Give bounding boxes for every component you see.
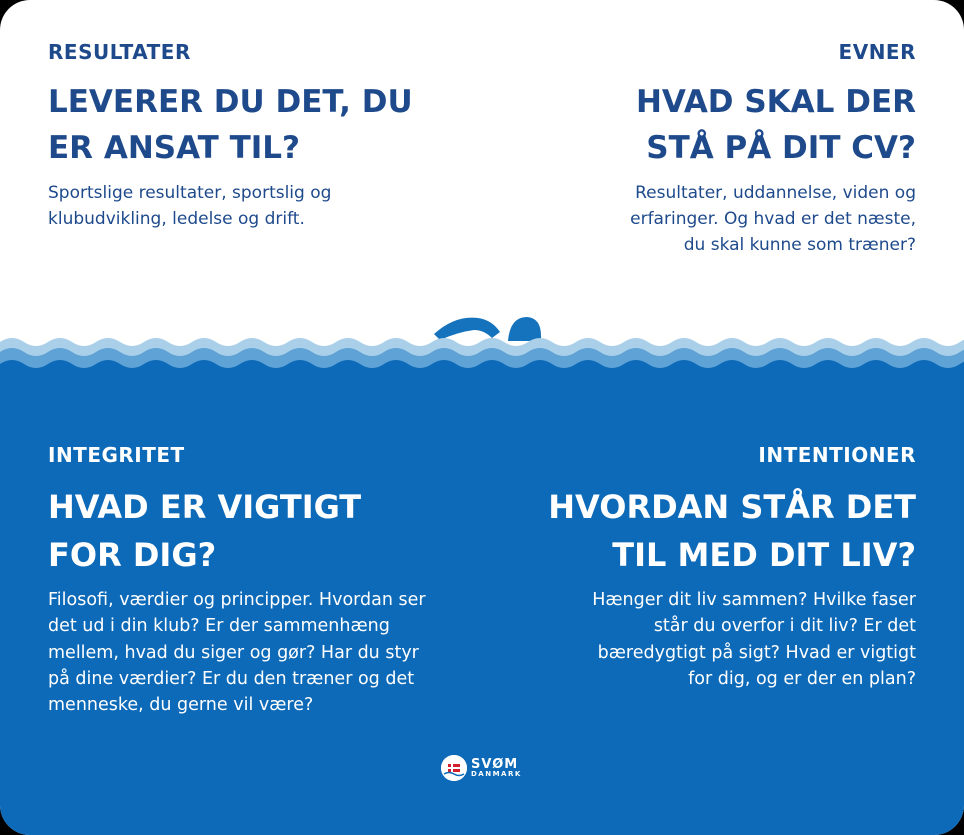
section-body [48,587,488,718]
logo-badge [441,755,467,781]
section-headline [476,483,916,579]
body-line: mellem, hvad du siger og gør? Har du styr [48,642,419,663]
section-evner [496,40,916,259]
body-line: står du overfor i dit liv? Er det [653,616,916,637]
body-line: du skal kunne som træner? [683,235,916,256]
section-body [476,587,916,692]
body-line: Hænger dit liv sammen? Hvilke faser [592,590,916,610]
section-label: EVNER [838,40,916,64]
body-line: Filosofi, værdier og principper. Hvordan ser [48,590,426,610]
body-line: på dine værdier? Er du den træner og det [48,668,415,689]
headline-line: HVAD ER VIGTIGT [48,488,362,526]
headline-line: HVORDAN STÅR DET [548,488,916,526]
body-line: klubudvikling, ledelse og drift. [48,209,305,230]
danish-flag-icon [441,755,467,781]
body-line: menneske, du gerne vil være? [48,695,314,715]
body-line: Sportslige resultater, sportslig og [48,182,332,203]
section-label: INTENTIONER [758,443,916,467]
headline-line: ER ANSAT TIL? [48,129,301,166]
section-headline [48,483,488,579]
section-resultater [48,40,468,232]
section-label: RESULTATER [48,40,191,64]
section-headline [48,80,468,172]
section-body [48,180,468,233]
section-label: INTEGRITET [48,443,185,467]
logo-wordmark [471,758,522,778]
headline-line: HVAD SKAL DER [635,84,916,120]
body-line: erfaringer. Og hvad er det næste, [630,209,916,230]
body-line: for dig, og er der en plan? [688,668,916,689]
section-headline [496,80,916,172]
section-intentioner [476,443,916,692]
headline-line: STÅ PÅ DIT CV? [646,129,916,166]
section-integritet [48,443,488,718]
headline-line: LEVERER DU DET, DU [48,84,413,120]
logo-sub-text: DANMARK [471,770,522,778]
headline-line: TIL MED DIT LIV? [612,536,916,574]
body-line: Resultater, uddannelse, viden og [635,182,916,203]
body-line: det ud i din klub? Er der sammenhæng [48,616,390,637]
svoem-danmark-logo [441,755,522,781]
section-body [496,180,916,259]
logo-main-text: SVØM [471,757,519,772]
headline-line: FOR DIG? [48,536,217,574]
swimmer-icon [434,317,541,341]
waterline [0,300,964,390]
body-line: bæredygtigt på sigt? Hvad er vigtigt [597,642,916,663]
